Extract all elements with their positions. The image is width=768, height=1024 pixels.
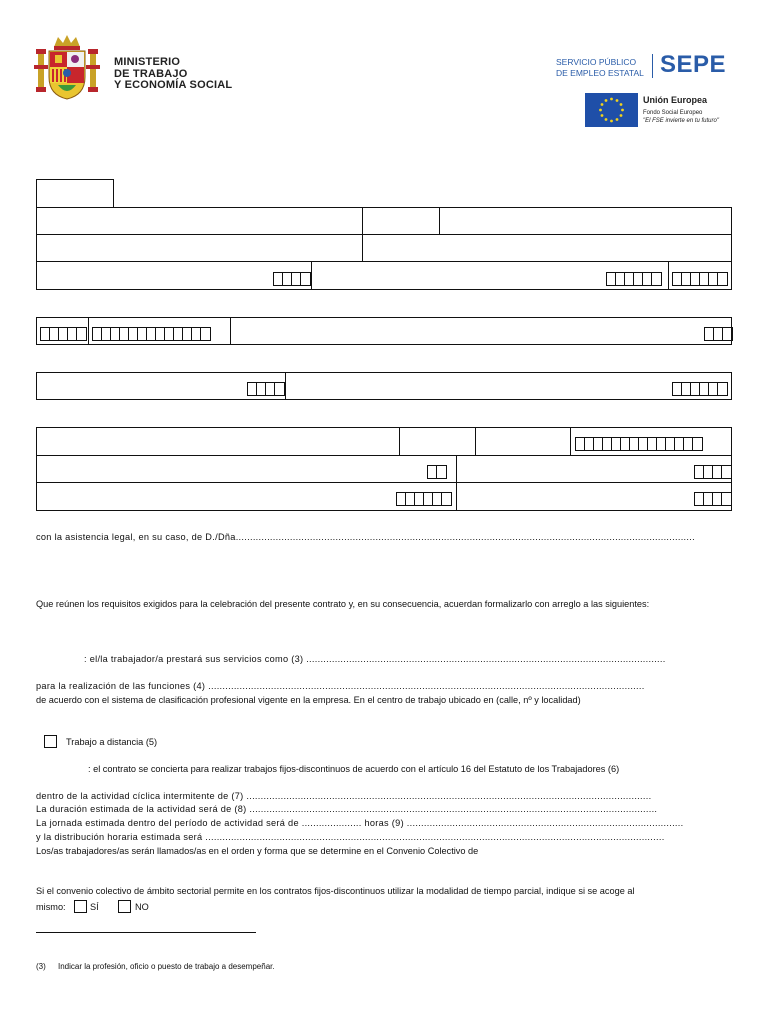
workday-line: La jornada estimada dentro del período de actividad será de ..................... horas (9) ................................................................................................. bbox=[36, 818, 684, 828]
services-line: : el/la trabajador/a prestará sus servicios como (3) .............................................................................................................................. bbox=[84, 654, 666, 664]
form-field-block4-c[interactable] bbox=[475, 427, 571, 456]
ministry-name bbox=[114, 57, 232, 92]
char-cells[interactable] bbox=[396, 492, 452, 506]
no-label: NO bbox=[135, 902, 149, 912]
form-field-row3-a[interactable] bbox=[36, 261, 312, 290]
remote-work-label: Trabajo a distancia (5) bbox=[66, 737, 158, 747]
char-cells[interactable] bbox=[672, 382, 728, 396]
form-field-row2-b[interactable] bbox=[362, 234, 732, 262]
char-cells[interactable] bbox=[92, 327, 211, 341]
eu-flag-icon bbox=[585, 93, 638, 127]
yes-checkbox[interactable] bbox=[74, 900, 87, 913]
char-cells[interactable] bbox=[672, 272, 728, 286]
sepe-line-2: DE EMPLEO ESTATAL bbox=[556, 68, 644, 78]
requirements-line: Que reúnen los requisitos exigidos para la celebración del presente contrato y, en su consecuencia, acuerdan formalizarlo con arreglo a las siguientes: bbox=[36, 599, 650, 609]
functions-line: para la realización de las funciones (4) ......................................................................................................................................................... bbox=[36, 681, 645, 691]
schedule-line: y la distribución horaria estimada será ................................................................................................................................................................. bbox=[36, 832, 665, 842]
form-field-block4-e[interactable] bbox=[36, 455, 457, 483]
parttime-line-1: Si el convenio colectivo de ámbito sectorial permite en los contratos fijos-discontinuos utilizar la modalidad de tiempo parcial, indique si se acoge al bbox=[36, 886, 635, 896]
form-field-block4-b[interactable] bbox=[399, 427, 476, 456]
sepe-name bbox=[556, 57, 644, 79]
classification-line: de acuerdo con el sistema de clasificación profesional vigente en la empresa. En el centro de trabajo ubicado en (calle, nº y localidad) bbox=[36, 695, 581, 705]
char-cells[interactable] bbox=[575, 437, 703, 451]
contract-line: : el contrato se concierta para realizar trabajos fijos-discontinuos de acuerdo con el artículo 16 del Estatuto de los Trabajadores (6) bbox=[88, 764, 620, 774]
yes-label: SÍ bbox=[90, 902, 99, 912]
form-field-row1-a[interactable] bbox=[36, 207, 363, 235]
char-cells[interactable] bbox=[704, 327, 733, 341]
no-checkbox[interactable] bbox=[118, 900, 131, 913]
remote-work-checkbox[interactable] bbox=[44, 735, 57, 748]
call-line: Los/as trabajadores/as serán llamados/as en el orden y forma que se determine en el Convenio Colectivo de bbox=[36, 846, 479, 856]
coat-of-arms-icon bbox=[34, 33, 100, 101]
char-cells[interactable] bbox=[694, 465, 732, 479]
form-field-row1-c[interactable] bbox=[439, 207, 732, 235]
eu-title: Unión Europea bbox=[643, 95, 708, 105]
cycle-line: dentro de la actividad cíclica intermitente de (7) .............................................................................................................................................. bbox=[36, 791, 652, 801]
char-cells[interactable] bbox=[247, 382, 285, 396]
char-cells[interactable] bbox=[40, 327, 87, 341]
sepe-logo: SEPE bbox=[660, 51, 727, 78]
ministry-line-3: Y ECONOMÍA SOCIAL bbox=[114, 79, 233, 91]
char-cells[interactable] bbox=[273, 272, 311, 286]
ministry-line-1: MINISTERIO bbox=[114, 56, 181, 68]
eu-fund: Fondo Social Europeo bbox=[643, 110, 703, 116]
char-cells[interactable] bbox=[694, 492, 732, 506]
char-cells[interactable] bbox=[427, 465, 447, 479]
parttime-line-2: mismo: bbox=[36, 902, 66, 912]
form-field-block4-a[interactable] bbox=[36, 427, 400, 456]
assistance-line: con la asistencia legal, en su caso, de D./Dña................................................................................................................................................................. bbox=[36, 532, 695, 542]
footnote-divider bbox=[36, 932, 256, 933]
char-cells[interactable] bbox=[606, 272, 662, 286]
sepe-divider bbox=[652, 54, 653, 78]
form-field-small-top[interactable] bbox=[36, 179, 114, 208]
footnote-number: (3) bbox=[36, 962, 46, 971]
footnote-text: Indicar la profesión, oficio o puesto de trabajo a desempeñar. bbox=[58, 962, 275, 971]
eu-slogan: "El FSE invierte en tu futuro" bbox=[643, 118, 719, 124]
duration-line: La duración estimada de la actividad será de (8) ............................................................................................................................................... bbox=[36, 804, 658, 814]
form-field-row1-b[interactable] bbox=[362, 207, 440, 235]
form-field-block4-g[interactable] bbox=[36, 482, 457, 511]
form-field-block2-c[interactable] bbox=[230, 317, 732, 345]
form-field-block4-f[interactable] bbox=[456, 455, 732, 483]
sepe-line-1: SERVICIO PÚBLICO bbox=[556, 57, 637, 67]
ministry-line-2: DE TRABAJO bbox=[114, 67, 188, 80]
form-field-block4-h[interactable] bbox=[456, 482, 732, 511]
form-field-row2-a[interactable] bbox=[36, 234, 363, 262]
form-field-block3-b[interactable] bbox=[285, 372, 732, 400]
